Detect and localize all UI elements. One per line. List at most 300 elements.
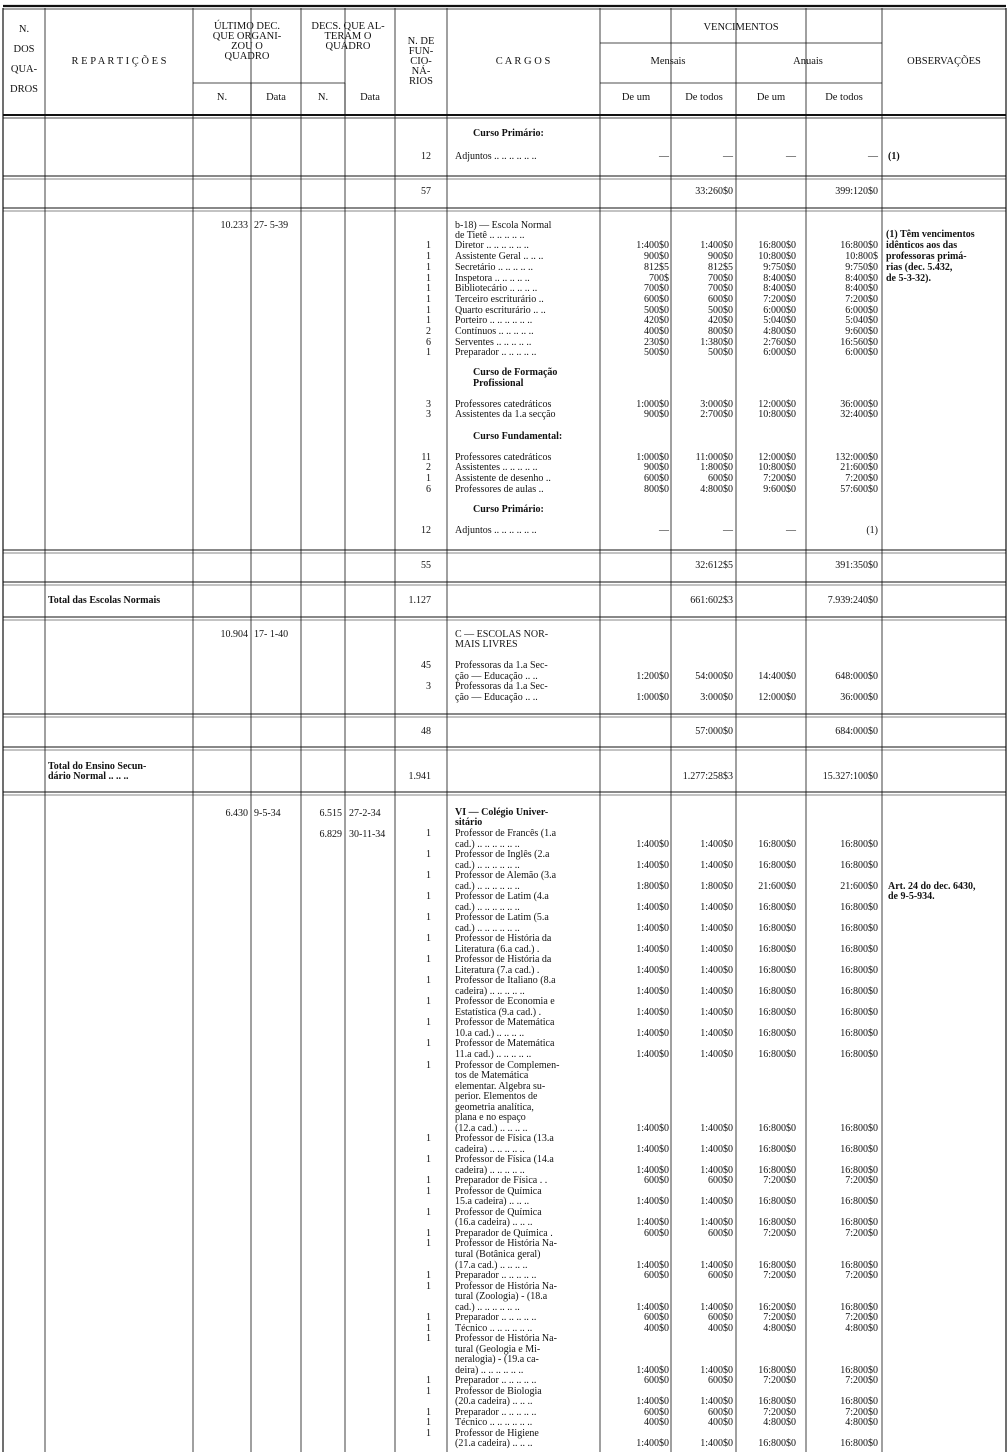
table-body <box>48 128 976 1449</box>
header-n-funcionarios: N. DE <box>407 36 435 47</box>
anual-de-um-cell: 16:800$0 <box>758 1260 796 1271</box>
anual-de-todos-cell: 16:800$0 <box>840 1144 878 1155</box>
table-row-diretor <box>426 240 878 251</box>
header-mensais: Mensais <box>650 56 686 67</box>
anual-de-um-cell: 7:200$0 <box>763 1407 796 1418</box>
mensal-de-todos-cell: 33:260$0 <box>695 186 733 197</box>
header-ultimo-dec: QUE ORGANI- <box>212 31 282 42</box>
header-n-dos-quadros: N. <box>18 24 30 35</box>
observacao-note: rias (dec. 5.432, <box>886 262 953 273</box>
cargo-cell: Quarto escriturário .. .. <box>455 305 546 316</box>
anual-de-um-cell: 16:800$0 <box>758 1217 796 1228</box>
anual-de-um-cell: 8:400$0 <box>763 273 796 284</box>
anual-de-todos-cell: 132:000$0 <box>835 452 878 463</box>
n-funcionarios-cell: 1 <box>426 1323 431 1334</box>
n-funcionarios-cell: 48 <box>421 726 431 737</box>
mensal-de-um-cell: 600$0 <box>644 1312 669 1323</box>
table-row-preparador-fisica <box>426 1175 878 1186</box>
cargo-cell: cad.) .. .. .. .. .. .. <box>455 860 520 871</box>
anual-de-todos-cell: 7:200$0 <box>845 1228 878 1239</box>
table-row-prof-hist-nat-19a <box>426 1333 557 1344</box>
anual-de-todos-cell: 648:000$0 <box>835 671 878 682</box>
anual-de-um-cell: 16:800$0 <box>758 240 796 251</box>
cargo-cell: Preparador de Química . <box>455 1228 553 1239</box>
table-row-preparador-19 <box>426 1375 878 1386</box>
anual-de-todos-cell: 16:560$0 <box>840 337 878 348</box>
table-row-prof-quimica-15b <box>455 1196 878 1207</box>
mensal-de-um-cell: 1:400$0 <box>636 860 669 871</box>
table-row-adjuntos-1 <box>421 151 900 162</box>
table-row-assistentes-secao <box>426 409 878 420</box>
mensal-de-um-cell: 1:400$0 <box>636 1028 669 1039</box>
cargo-cell: 15.a cadeira) .. .. .. <box>455 1196 530 1207</box>
mensal-de-todos-cell: 500$0 <box>708 347 733 358</box>
cargo-cell: Professor de Economia e <box>455 996 555 1007</box>
anual-de-um-cell: 16:200$0 <box>758 1302 796 1313</box>
cargo-cell: cad.) .. .. .. .. .. .. <box>455 923 520 934</box>
mensal-de-todos-cell: 4:800$0 <box>700 484 733 495</box>
mensal-de-um-cell: 1:400$0 <box>636 839 669 850</box>
anual-de-um-cell: 16:800$0 <box>758 1144 796 1155</box>
cargo-cell: Preparador de Física . . <box>455 1175 548 1186</box>
n-funcionarios-cell: 1 <box>426 283 431 294</box>
decree-date-cell: 17- 1-40 <box>254 629 289 640</box>
cargo-cell: tural (Botânica geral) <box>455 1249 541 1260</box>
table-header <box>10 20 981 103</box>
header-n-dos-quadros: DOS <box>13 44 35 55</box>
mensal-de-todos-cell: 2:700$0 <box>700 409 733 420</box>
mensal-de-todos-cell: 1:400$0 <box>700 944 733 955</box>
mensal-de-todos-cell: 800$0 <box>708 326 733 337</box>
table-row-secretario <box>426 262 878 273</box>
table-row-assistente-geral <box>426 251 878 262</box>
cargo-cell: ção — Educação .. .. <box>455 692 538 703</box>
mensal-de-um-cell: 400$0 <box>644 1417 669 1428</box>
cargo-cell: b-18) — Escola Normal <box>455 220 552 231</box>
cargo-cell: MAIS LIVRES <box>455 639 518 650</box>
anual-de-todos-cell: 36:000$0 <box>840 692 878 703</box>
table-row-prof-economia-a <box>426 996 555 1007</box>
cargo-cell: Secretário .. .. .. .. .. <box>455 262 534 273</box>
table-row-prof-hist-nat-19c <box>455 1354 539 1365</box>
cargo-cell: Professor de Matemática <box>455 1017 555 1028</box>
alter-decree-number-cell: 6.829 <box>319 829 342 840</box>
n-funcionarios-cell: 11 <box>421 452 431 463</box>
cargo-cell: Professor de História da <box>455 933 552 944</box>
header-n-dos-quadros: DROS <box>9 84 39 95</box>
n-funcionarios-cell: 1 <box>426 1312 431 1323</box>
mensal-de-um-cell: 1:400$0 <box>636 902 669 913</box>
n-funcionarios-cell: 1 <box>426 975 431 986</box>
n-funcionarios-cell: 1 <box>426 315 431 326</box>
table-row-preparador-17 <box>426 1270 878 1281</box>
observacao-note: (1) Têm vencimentos <box>886 229 975 240</box>
anual-de-um-cell: 8:400$0 <box>763 283 796 294</box>
anual-de-um-cell: 7:200$0 <box>763 1375 796 1386</box>
mensal-de-todos-cell: 1:400$0 <box>700 1365 733 1376</box>
n-funcionarios-cell: 1 <box>426 1228 431 1239</box>
n-funcionarios-cell: 1 <box>426 1038 431 1049</box>
n-funcionarios-cell: 1 <box>426 473 431 484</box>
n-funcionarios-cell: 6 <box>426 337 431 348</box>
n-funcionarios-cell: 3 <box>426 409 431 420</box>
reparticao-cell: Total das Escolas Normais <box>48 595 161 606</box>
mensal-de-todos-cell: 3:000$0 <box>700 692 733 703</box>
anual-de-todos-cell: 16:800$0 <box>840 1028 878 1039</box>
table-row-tecnico-20 <box>426 1417 878 1428</box>
n-funcionarios-cell: 1 <box>426 828 431 839</box>
anual-de-todos-cell: 4:800$0 <box>845 1417 878 1428</box>
table-row-assistentes <box>426 462 878 473</box>
decree-number-cell: 10.233 <box>220 220 248 231</box>
anual-de-todos-cell: 15.327:100$0 <box>822 771 878 782</box>
n-funcionarios-cell: 1 <box>426 1133 431 1144</box>
anual-de-um-cell: 5:040$0 <box>763 315 796 326</box>
anual-de-todos-cell: 21:600$0 <box>840 462 878 473</box>
cargo-cell: Professor de Latim (5.a <box>455 912 549 923</box>
cargo-cell: neralogia) - (19.a ca- <box>455 1354 539 1365</box>
anual-de-todos-cell: 57:600$0 <box>840 484 878 495</box>
anual-de-todos-cell: 391:350$0 <box>835 560 878 571</box>
mensal-de-todos-cell: 1:400$0 <box>700 1123 733 1134</box>
anual-de-um-cell: 16:800$0 <box>758 902 796 913</box>
mensal-de-um-cell: 1:400$0 <box>636 1144 669 1155</box>
mensal-de-um-cell: 600$0 <box>644 1270 669 1281</box>
table-row-escolas-livres-decree <box>221 629 289 640</box>
cargo-cell: geometria analítica, <box>455 1102 534 1113</box>
anual-de-um-cell: 7:200$0 <box>763 1312 796 1323</box>
n-funcionarios-cell: 1 <box>426 1407 431 1418</box>
cargo-cell: deira) .. .. .. .. .. .. <box>455 1365 524 1376</box>
table-row-prof-matematica-11a <box>426 1038 555 1049</box>
anual-de-todos-cell: 16:800$0 <box>840 1165 878 1176</box>
cargo-cell: Adjuntos .. .. .. .. .. .. <box>455 151 537 162</box>
n-funcionarios-cell: 2 <box>426 462 431 473</box>
anual-de-um-cell: 10:800$0 <box>758 409 796 420</box>
anual-de-todos-cell: 8:400$0 <box>845 283 878 294</box>
anual-de-todos-cell: 10:800$ <box>845 251 878 262</box>
decree-date-cell: 9-5-34 <box>254 808 281 819</box>
mensal-de-um-cell: 900$0 <box>644 251 669 262</box>
n-funcionarios-cell: 1 <box>426 1186 431 1197</box>
mensal-de-todos-cell: 1:400$0 <box>700 1028 733 1039</box>
mensal-de-um-cell: 420$0 <box>644 315 669 326</box>
header-cargos: C A R G O S <box>495 56 551 67</box>
observacao-note: de 5-3-32). <box>886 273 931 284</box>
cargo-cell: Professor de Física (14.a <box>455 1154 554 1165</box>
mensal-de-um-cell: 600$0 <box>644 1407 669 1418</box>
mensal-de-todos-cell: 600$0 <box>708 294 733 305</box>
table-row-prof-complementos-6 <box>455 1112 526 1123</box>
cargo-cell: sitário <box>455 817 483 828</box>
cargo-cell: Bibliotecário .. .. .. .. <box>455 283 538 294</box>
header-sub-n: N. <box>317 92 329 103</box>
n-funcionarios-cell: 1 <box>426 262 431 273</box>
n-funcionarios-cell: 1 <box>426 240 431 251</box>
mensal-de-todos-cell: 57:000$0 <box>695 726 733 737</box>
anual-de-um-cell: 9:600$0 <box>763 484 796 495</box>
cargo-cell: Professor de Química <box>455 1186 542 1197</box>
table-row-curso-fundamental-heading <box>473 431 562 442</box>
header-ultimo-dec: ZOU O <box>231 41 263 52</box>
anual-de-todos-cell: 7:200$0 <box>845 1375 878 1386</box>
mensal-de-um-cell: 600$0 <box>644 1228 669 1239</box>
n-funcionarios-cell: 3 <box>426 681 431 692</box>
cargo-cell: Literatura (7.a cad.) . <box>455 965 540 976</box>
mensal-de-um-cell: 1:400$0 <box>636 1049 669 1060</box>
mensal-de-todos-cell: 1:400$0 <box>700 902 733 913</box>
table-row-obs-2 <box>888 891 935 902</box>
table-row-prof-fisica-13a <box>426 1133 554 1144</box>
cargo-cell: Inspetora .. .. .. .. .. <box>455 273 530 284</box>
n-funcionarios-cell: 1 <box>426 933 431 944</box>
anual-de-todos-cell: 5:040$0 <box>845 315 878 326</box>
anual-de-um-cell: 16:800$0 <box>758 1165 796 1176</box>
mensal-de-um-cell: 800$0 <box>644 484 669 495</box>
mensal-de-um-cell: 900$0 <box>644 462 669 473</box>
cargo-cell: cadeira) .. .. .. .. .. <box>455 986 525 997</box>
anual-de-um-cell: 7:200$0 <box>763 1270 796 1281</box>
table-row-prof-matematica-11b <box>455 1049 878 1060</box>
table-row-professoras-secao-2b <box>455 692 878 703</box>
anual-de-um-cell: 2:760$0 <box>763 337 796 348</box>
n-funcionarios-cell: 1 <box>426 849 431 860</box>
mensal-de-um-cell: 1:400$0 <box>636 1217 669 1228</box>
anual-de-todos-cell: 21:600$0 <box>840 881 878 892</box>
header-de-todos: De todos <box>685 92 723 103</box>
anual-de-um-cell: 4:800$0 <box>763 1323 796 1334</box>
cargo-cell: Porteiro .. .. .. .. .. .. <box>455 315 533 326</box>
cargo-cell: Professores de aulas .. <box>455 484 544 495</box>
anual-de-todos-cell: 16:800$0 <box>840 902 878 913</box>
n-funcionarios-cell: 1.127 <box>408 595 431 606</box>
mensal-de-todos-cell: 1:400$0 <box>700 240 733 251</box>
mensal-de-todos-cell: 1:400$0 <box>700 1196 733 1207</box>
mensal-de-todos-cell: 900$0 <box>708 251 733 262</box>
mensal-de-um-cell: 1:400$0 <box>636 965 669 976</box>
table-row-escola-tiete-decree <box>221 220 289 231</box>
mensal-de-um-cell: 1:000$0 <box>636 692 669 703</box>
anual-de-todos-cell: 16:800$0 <box>840 1123 878 1134</box>
n-funcionarios-cell: 1 <box>426 996 431 1007</box>
anual-de-todos-cell: 16:800$0 <box>840 1196 878 1207</box>
anual-de-um-cell: 12:000$0 <box>758 692 796 703</box>
n-funcionarios-cell: 2 <box>426 326 431 337</box>
mensal-de-todos-cell: 812$5 <box>708 262 733 273</box>
anual-de-todos-cell: 16:800$0 <box>840 986 878 997</box>
table-row-prof-quimica-16b <box>455 1217 878 1228</box>
anual-de-um-cell: 16:800$0 <box>758 1028 796 1039</box>
anual-de-todos-cell: 36:000$0 <box>840 399 878 410</box>
anual-de-um-cell: — <box>786 151 796 162</box>
cargo-cell: Literatura (6.a cad.) . <box>455 944 540 955</box>
anual-de-todos-cell: 9:600$0 <box>845 326 878 337</box>
table-row-curso-primario-heading-1 <box>473 128 544 139</box>
mensal-de-um-cell: 400$0 <box>644 326 669 337</box>
mensal-de-um-cell: 230$0 <box>644 337 669 348</box>
header-de-um: De um <box>621 92 651 103</box>
reparticao-cell: dário Normal .. .. .. <box>48 771 129 782</box>
anual-de-um-cell: 7:200$0 <box>763 1228 796 1239</box>
mensal-de-um-cell: — <box>659 151 669 162</box>
anual-de-todos-cell: 16:800$0 <box>840 1049 878 1060</box>
mensal-de-um-cell: 1:000$0 <box>636 452 669 463</box>
cargo-cell: Preparador .. .. .. .. .. <box>455 1407 537 1418</box>
mensal-de-todos-cell: — <box>723 525 733 536</box>
mensal-de-todos-cell: 600$0 <box>708 473 733 484</box>
n-funcionarios-cell: 1 <box>426 305 431 316</box>
cargo-cell: Professor de Latim (4.a <box>455 891 549 902</box>
observacao-note: professoras primá- <box>886 251 967 262</box>
mensal-de-um-cell: 1:200$0 <box>636 671 669 682</box>
header-sub-data: Data <box>266 92 286 103</box>
cargo-cell: cad.) .. .. .. .. .. .. <box>455 839 520 850</box>
anual-de-todos-cell: 16:800$0 <box>840 965 878 976</box>
header-n-funcionarios: FUN- <box>408 46 434 57</box>
table-row-assistente-desenho <box>426 473 878 484</box>
anual-de-todos-cell: 7:200$0 <box>845 1270 878 1281</box>
cargo-cell: Preparador .. .. .. .. .. <box>455 347 537 358</box>
cargo-cell: Preparador .. .. .. .. .. <box>455 1270 537 1281</box>
n-funcionarios-cell: 1 <box>426 347 431 358</box>
cargo-cell: perior. Elementos de <box>455 1091 538 1102</box>
anual-de-todos-cell: 16:800$0 <box>840 1396 878 1407</box>
mensal-de-todos-cell: 600$0 <box>708 1270 733 1281</box>
observacao-cell: de 9-5-934. <box>888 891 935 902</box>
cargo-cell: Profissional <box>473 378 524 389</box>
observacao-note: idênticos aos das <box>886 240 958 251</box>
mensal-de-todos-cell: 500$0 <box>708 305 733 316</box>
observacao-cell: Art. 24 do dec. 6430, <box>888 881 976 892</box>
n-funcionarios-cell: 57 <box>421 186 431 197</box>
table-row-colegio-decree-1 <box>226 808 381 819</box>
header-n-funcionarios: NÁ- <box>411 66 431 77</box>
anual-de-um-cell: 16:800$0 <box>758 923 796 934</box>
table-row-prof-biologia-b <box>455 1396 878 1407</box>
anual-de-todos-cell: 7:200$0 <box>845 1175 878 1186</box>
cargo-cell: Professor de Francês (1.a <box>455 828 557 839</box>
cargo-cell: Preparador .. .. .. .. .. <box>455 1312 537 1323</box>
mensal-de-todos-cell: 1:400$0 <box>700 1217 733 1228</box>
cargo-cell: cadeira) .. .. .. .. .. <box>455 1144 525 1155</box>
anual-de-um-cell: 6:000$0 <box>763 305 796 316</box>
mensal-de-todos-cell: 1.277:258$3 <box>682 771 733 782</box>
header-decs: DECS. QUE AL- <box>311 21 385 32</box>
cargo-cell: Professoras da 1.a Sec- <box>455 681 548 692</box>
n-funcionarios-cell: 1.941 <box>408 771 431 782</box>
table-row-prof-hist-lit-6a <box>426 933 552 944</box>
cargo-cell: plana e no espaço <box>455 1112 526 1123</box>
anual-de-um-cell: 10:800$0 <box>758 462 796 473</box>
cargo-cell: elementar. Algebra su- <box>455 1081 546 1092</box>
cargo-cell: Curso Primário: <box>473 128 544 139</box>
anual-de-um-cell: 21:600$0 <box>758 881 796 892</box>
anual-de-um-cell: 4:800$0 <box>763 326 796 337</box>
table-row-porteiro <box>426 315 878 326</box>
mensal-de-todos-cell: 1:400$0 <box>700 965 733 976</box>
mensal-de-todos-cell: 600$0 <box>708 1175 733 1186</box>
cargo-cell: (21.a cadeira) .. .. .. <box>455 1438 533 1449</box>
table-row-subtotal-3 <box>421 726 878 737</box>
table-row-curso-formacao-heading-2 <box>473 378 524 389</box>
anual-de-um-cell: 16:800$0 <box>758 860 796 871</box>
anual-de-um-cell: 16:800$0 <box>758 944 796 955</box>
mensal-de-todos-cell: 600$0 <box>708 1312 733 1323</box>
cargo-cell: de Tietê .. .. .. .. .. <box>455 230 525 241</box>
header-sub-n: N. <box>216 92 228 103</box>
table-row-prof-complementos-2 <box>455 1070 529 1081</box>
mensal-de-um-cell: 1:400$0 <box>636 1123 669 1134</box>
n-funcionarios-cell: 1 <box>426 912 431 923</box>
cargo-cell: Técnico .. .. .. .. .. .. <box>455 1323 533 1334</box>
mensal-de-todos-cell: 1:400$0 <box>700 986 733 997</box>
anual-de-um-cell: 10:800$0 <box>758 251 796 262</box>
mensal-de-um-cell: 1:400$0 <box>636 1438 669 1449</box>
anual-de-um-cell: 12:000$0 <box>758 452 796 463</box>
mensal-de-todos-cell: 400$0 <box>708 1323 733 1334</box>
mensal-de-todos-cell: 11:000$0 <box>695 452 733 463</box>
anual-de-todos-cell: 7:200$0 <box>845 1407 878 1418</box>
cargo-cell: Professores catedráticos <box>455 399 552 410</box>
cargo-cell: cadeira) .. .. .. .. .. <box>455 1165 525 1176</box>
cargo-cell: Professor de História da <box>455 954 552 965</box>
table-row-prof-ingles-a <box>426 849 550 860</box>
decree-date-cell: 27- 5-39 <box>254 220 289 231</box>
table-row-total-ensino-secundario-2 <box>48 771 878 782</box>
table-row-professores-aulas <box>426 484 878 495</box>
anual-de-um-cell: 16:800$0 <box>758 1396 796 1407</box>
mensal-de-todos-cell: 1:400$0 <box>700 923 733 934</box>
mensal-de-um-cell: 500$0 <box>644 305 669 316</box>
mensal-de-todos-cell: 1:400$0 <box>700 1007 733 1018</box>
mensal-de-um-cell: 812$5 <box>644 262 669 273</box>
cargo-cell: (12.a cad.) .. .. .. .. <box>455 1123 528 1134</box>
anual-de-todos-cell: 4:800$0 <box>845 1323 878 1334</box>
anual-de-todos-cell: 16:800$0 <box>840 1302 878 1313</box>
cargo-cell: Técnico .. .. .. .. .. .. <box>455 1417 533 1428</box>
cargo-cell: C — ESCOLAS NOR- <box>455 629 549 640</box>
table-row-escolas-livres-title-2 <box>455 639 518 650</box>
mensal-de-todos-cell: 1:380$0 <box>700 337 733 348</box>
anual-de-um-cell: 16:800$0 <box>758 1438 796 1449</box>
anual-de-um-cell: 16:800$0 <box>758 1049 796 1060</box>
header-n-funcionarios: CIO- <box>410 56 432 67</box>
cargo-cell: Professor de História Na- <box>455 1333 557 1344</box>
anual-de-todos-cell: 7.939:240$0 <box>827 595 878 606</box>
cargo-cell: Professor de Biologia <box>455 1386 542 1397</box>
table-row-prof-hist-lit-7a <box>426 954 552 965</box>
anual-de-todos-cell: 32:400$0 <box>840 409 878 420</box>
header-n-dos-quadros: QUA- <box>10 64 38 75</box>
cargo-cell: Professor de Física (13.a <box>455 1133 554 1144</box>
anual-de-todos-cell: 16:800$0 <box>840 1365 878 1376</box>
mensal-de-todos-cell: 700$0 <box>708 273 733 284</box>
mensal-de-um-cell: 1:400$0 <box>636 1007 669 1018</box>
cargo-cell: Assistente Geral .. .. .. <box>455 251 544 262</box>
anual-de-todos-cell: 6:000$0 <box>845 347 878 358</box>
table-row-bibliotecario <box>426 283 878 294</box>
header-de-um: De um <box>756 92 786 103</box>
table-row-adjuntos-2 <box>421 525 878 536</box>
header-de-todos: De todos <box>825 92 863 103</box>
anual-de-todos-cell: 16:800$0 <box>840 240 878 251</box>
cargo-cell: Curso Fundamental: <box>473 431 563 442</box>
table-row-prof-matematica-10a <box>426 1017 555 1028</box>
table-row-prof-hist-nat-18b <box>455 1291 548 1302</box>
n-funcionarios-cell: 1 <box>426 1207 431 1218</box>
table-row-prof-higiene-b <box>455 1438 878 1449</box>
cargo-cell: Professor de História Na- <box>455 1238 557 1249</box>
